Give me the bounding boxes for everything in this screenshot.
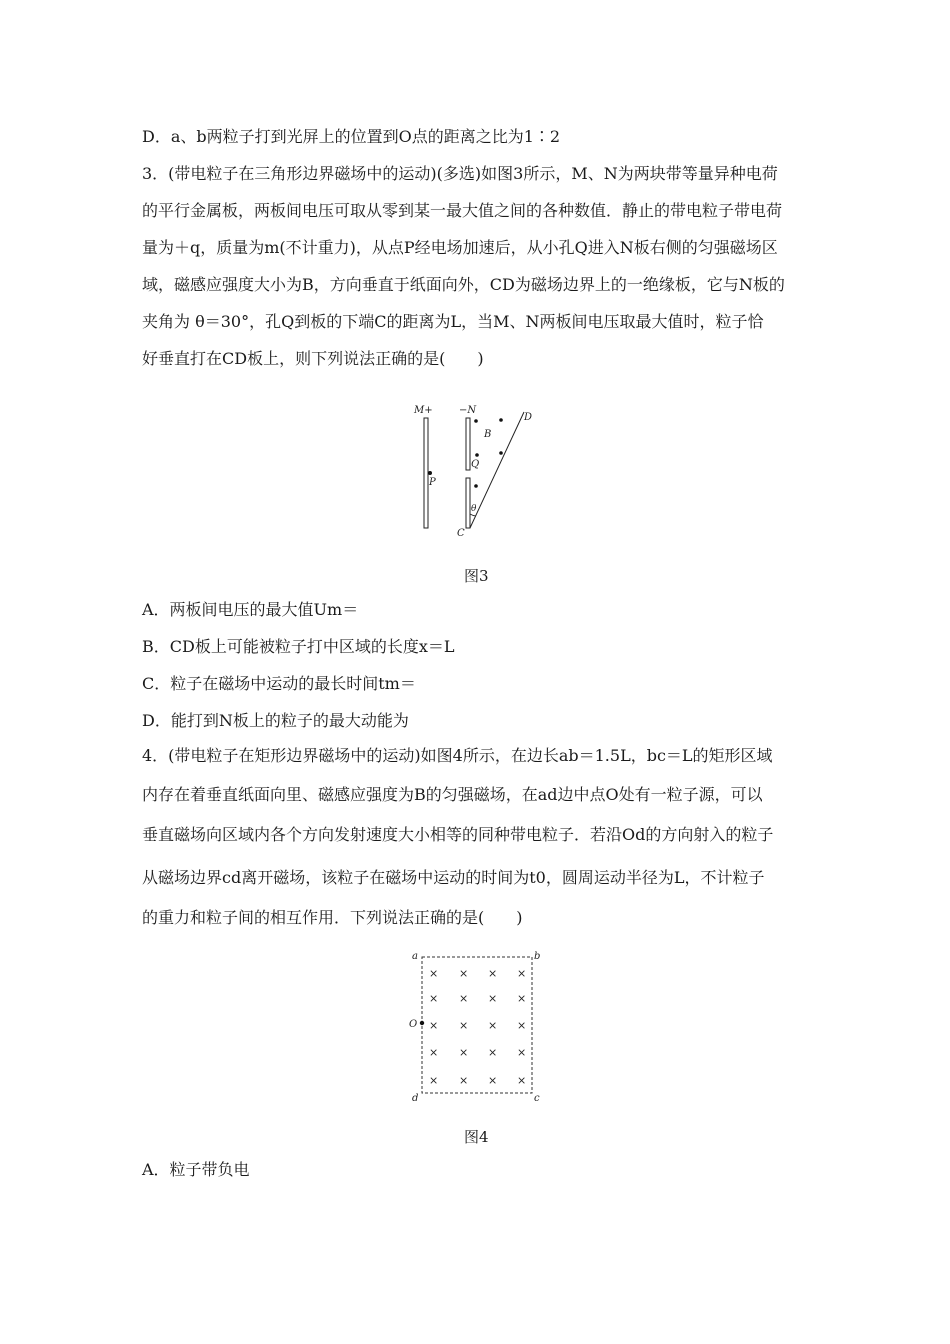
field-cross: × [517, 967, 527, 980]
field-cross: × [488, 967, 498, 980]
field-cross: × [517, 992, 527, 1005]
label-a: a [412, 951, 418, 962]
field-dot [499, 418, 503, 422]
field-cross: × [459, 992, 469, 1005]
problem-4-line-5: 的重力和粒子间的相互作用．下列说法正确的是( ) [142, 908, 523, 927]
problem-4-line-3: 垂直磁场向区域内各个方向发射速度大小相等的同种带电粒子．若沿Od的方向射入的粒子 [142, 825, 774, 844]
field-cross: × [429, 967, 439, 980]
label-o: O [409, 1019, 418, 1030]
field-dot [474, 484, 478, 488]
option-3b: B．CD板上可能被粒子打中区域的长度x＝L [142, 637, 455, 656]
field-cross: × [429, 1046, 439, 1059]
field-crosses [429, 967, 526, 1087]
field-cross: × [488, 1074, 498, 1087]
problem-3-line-5: 夹角为 θ＝30°，孔Q到板的下端C的距离为L，当M、N两板间电压取最大值时，粒子恰 [142, 312, 764, 331]
label-b: b [534, 951, 541, 962]
label-d: d [412, 1093, 419, 1104]
label-theta: θ [471, 504, 477, 514]
field-cross: × [488, 1019, 498, 1032]
figure-4-caption: 图4 [464, 1128, 489, 1146]
field-dot [475, 453, 479, 457]
label-b: B [484, 429, 492, 440]
field-cross: × [517, 1074, 527, 1087]
plate-m [424, 418, 428, 528]
figure-4-diagram [400, 945, 550, 1105]
field-cross: × [459, 1074, 469, 1087]
label-p: P [429, 477, 436, 488]
field-cross: × [488, 992, 498, 1005]
label-d: D [524, 412, 533, 423]
problem-4-line-2: 内存在着垂直纸面向里、磁感应强度为B的匀强磁场，在ad边中点O处有一粒子源，可以 [142, 785, 763, 804]
problem-4-line-1: 4．(带电粒子在矩形边界磁场中的运动)如图4所示，在边长ab＝1.5L，bc＝L的矩形区域 [142, 746, 773, 765]
board-cd [470, 412, 524, 528]
problem-3-line-3: 量为＋q，质量为m(不计重力)，从点P经电场加速后，从小孔Q进入N板右侧的匀强磁场区 [142, 238, 778, 257]
option-3d: D．能打到N板上的粒子的最大动能为 [142, 711, 409, 730]
option-3a: A．两板间电压的最大值Um＝ [142, 600, 359, 619]
label-c: C [457, 528, 465, 539]
label-m: M+ [414, 405, 433, 416]
point-p [428, 471, 432, 475]
field-cross: × [429, 1019, 439, 1032]
field-region [422, 957, 532, 1093]
field-dot [474, 419, 478, 423]
option-4a: A．粒子带负电 [142, 1160, 250, 1179]
label-q: Q [471, 459, 480, 470]
field-cross: × [459, 1046, 469, 1059]
label-c: c [534, 1093, 540, 1104]
option-3c: C．粒子在磁场中运动的最长时间tm＝ [142, 674, 416, 693]
angle-arc [470, 514, 476, 516]
field-dot [499, 451, 503, 455]
figure-3-caption: 图3 [464, 567, 489, 585]
plate-n-lower [466, 478, 470, 528]
problem-4-line-4: 从磁场边界cd离开磁场，该粒子在磁场中运动的时间为t0，圆周运动半径为L，不计粒子 [142, 868, 765, 887]
figure-3-diagram [400, 400, 550, 545]
option-3-prev-d: D．a、b两粒子打到光屏上的位置到O点的距离之比为1∶2 [142, 127, 561, 146]
field-cross: × [517, 1046, 527, 1059]
point-o [420, 1021, 424, 1025]
problem-3-line-4: 域，磁感应强度大小为B，方向垂直于纸面向外，CD为磁场边界上的一绝缘板，它与N板的 [142, 275, 785, 294]
field-cross: × [429, 1074, 439, 1087]
label-n: −N [459, 405, 477, 416]
problem-3-line-6: 好垂直打在CD板上，则下列说法正确的是( ) [142, 349, 484, 368]
field-cross: × [459, 1019, 469, 1032]
field-cross: × [429, 992, 439, 1005]
field-cross: × [488, 1046, 498, 1059]
problem-3-line-1: 3．(带电粒子在三角形边界磁场中的运动)(多选)如图3所示，M、N为两块带等量异种电荷 [142, 164, 778, 183]
problem-3-line-2: 的平行金属板，两板间电压可取从零到某一最大值之间的各种数值．静止的带电粒子带电荷 [142, 201, 783, 220]
field-cross: × [459, 967, 469, 980]
field-cross: × [517, 1019, 527, 1032]
plate-n-upper [466, 418, 470, 470]
